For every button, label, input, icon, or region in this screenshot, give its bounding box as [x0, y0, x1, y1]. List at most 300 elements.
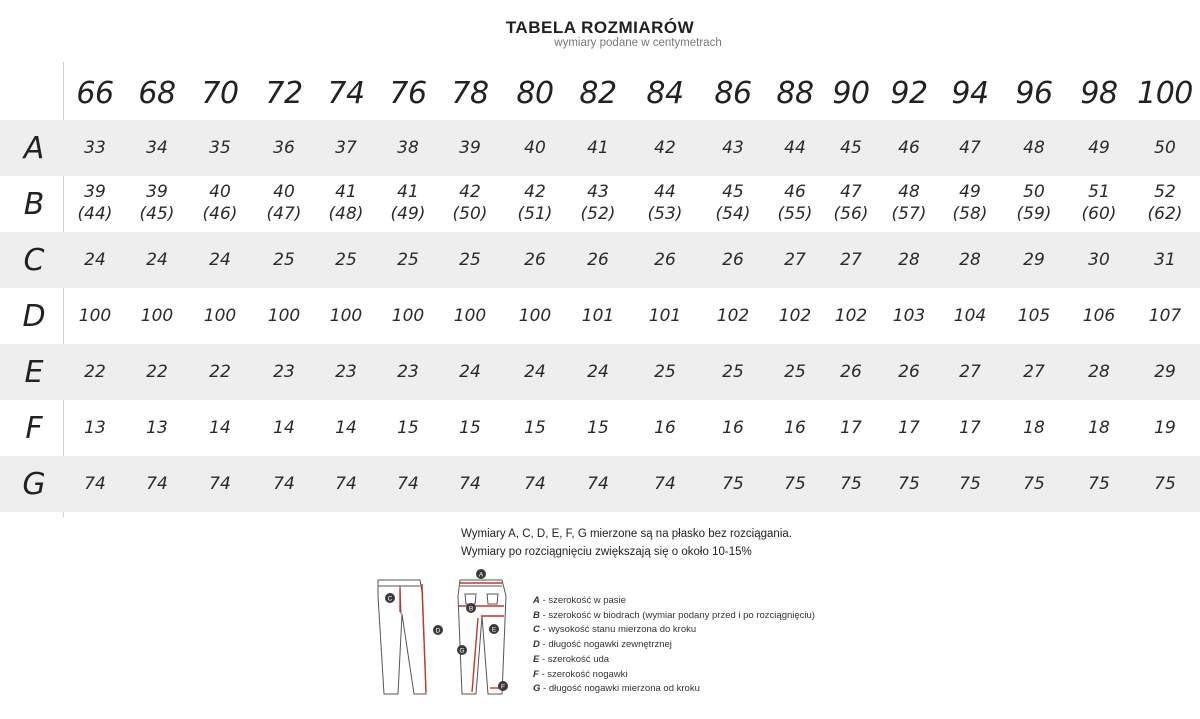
cell-value: 26: [840, 362, 862, 382]
table-cell: [633, 181, 697, 225]
cell-value: 42: [654, 138, 676, 158]
table-cell: [763, 473, 827, 495]
cell-value: 50: [1154, 138, 1176, 158]
table-cell: [314, 305, 378, 327]
cell-value: 28: [959, 250, 981, 270]
cell-value: 52: [1154, 182, 1176, 202]
cell-value: 16: [784, 418, 806, 438]
cell-value: 75: [1154, 474, 1176, 494]
cell-value: 14: [209, 418, 231, 438]
cell-stretched-value: (62): [1147, 204, 1183, 224]
cell-value: 27: [784, 250, 806, 270]
cell-value: 39: [459, 138, 481, 158]
cell-value: 43: [587, 182, 609, 202]
cell-value: 15: [587, 418, 609, 438]
cell-stretched-value: (55): [777, 204, 813, 224]
cell-value: 28: [898, 250, 920, 270]
table-cell: [938, 305, 1002, 327]
size-header-cell: 92: [890, 76, 928, 111]
cell-value: 41: [587, 138, 609, 158]
table-cell: [877, 305, 941, 327]
cell-value: 74: [397, 474, 419, 494]
cell-value: 25: [459, 250, 481, 270]
cell-value: 36: [273, 138, 295, 158]
cell-value: 43: [722, 138, 744, 158]
table-cell: [503, 473, 567, 495]
table-cell: [877, 137, 941, 159]
marker-e: E: [491, 626, 497, 634]
row-label: D: [22, 299, 46, 334]
size-header-cell: 66: [76, 76, 114, 111]
cell-value: 101: [648, 306, 682, 326]
table-cell: [819, 417, 883, 439]
table-cell: [763, 249, 827, 271]
size-header-cell: 70: [201, 76, 239, 111]
cell-value: 25: [654, 362, 676, 382]
table-cell: [376, 137, 440, 159]
table-cell: [314, 181, 378, 225]
table-cell: [314, 473, 378, 495]
cell-value: 49: [959, 182, 981, 202]
cell-value: 15: [524, 418, 546, 438]
size-header-cell: 72: [265, 76, 303, 111]
cell-value: 75: [784, 474, 806, 494]
cell-value: 102: [716, 306, 750, 326]
legend-item-b: B - szerokość w biodrach (wymiar podany przed i po rozciągnięciu): [533, 609, 815, 621]
table-cell: [63, 249, 127, 271]
table-cell: [376, 249, 440, 271]
cell-stretched-value: (48): [328, 204, 364, 224]
cell-value: 40: [209, 182, 231, 202]
table-cell: [1002, 361, 1066, 383]
cell-value: 38: [397, 138, 419, 158]
table-cell: [188, 249, 252, 271]
marker-d: D: [435, 627, 441, 635]
table-cell: [763, 137, 827, 159]
cell-stretched-value: (49): [390, 204, 426, 224]
cell-value: 102: [834, 306, 868, 326]
table-cell: [938, 417, 1002, 439]
marker-c: C: [387, 595, 393, 603]
cell-stretched-value: (45): [139, 204, 175, 224]
table-cell: [566, 473, 630, 495]
table-cell: [701, 361, 765, 383]
size-header-cell: 74: [327, 76, 365, 111]
table-cell: [63, 181, 127, 225]
cell-value: 16: [654, 418, 676, 438]
table-cell: [763, 417, 827, 439]
cell-value: 22: [209, 362, 231, 382]
cell-value: 39: [84, 182, 106, 202]
cell-value: 23: [397, 362, 419, 382]
legend-item-c: C - wysokość stanu mierzona do kroku: [533, 624, 697, 636]
size-header-row: [0, 64, 1200, 120]
cell-value: 100: [267, 306, 301, 326]
table-cell: [1133, 305, 1197, 327]
cell-value: 107: [1148, 306, 1182, 326]
size-header-cell: 100: [1137, 76, 1193, 111]
table-cell: [252, 181, 316, 225]
marker-f: F: [501, 683, 505, 691]
cell-value: 25: [397, 250, 419, 270]
table-cell: [125, 473, 189, 495]
table-cell: [125, 249, 189, 271]
cell-value: 75: [898, 474, 920, 494]
cell-value: 48: [898, 182, 920, 202]
cell-value: 15: [397, 418, 419, 438]
cell-value: 100: [140, 306, 174, 326]
table-row: [0, 400, 1200, 456]
table-cell: [252, 137, 316, 159]
table-cell: [819, 473, 883, 495]
table-cell: [503, 417, 567, 439]
table-cell: [1133, 473, 1197, 495]
cell-value: 18: [1088, 418, 1110, 438]
cell-value: 45: [840, 138, 862, 158]
table-cell: [701, 249, 765, 271]
cell-value: 23: [335, 362, 357, 382]
cell-value: 41: [335, 182, 357, 202]
cell-value: 24: [459, 362, 481, 382]
table-cell: [1002, 137, 1066, 159]
cell-stretched-value: (54): [715, 204, 751, 224]
table-cell: [938, 249, 1002, 271]
row-label: A: [23, 131, 45, 166]
cell-value: 15: [459, 418, 481, 438]
table-cell: [188, 137, 252, 159]
table-cell: [1002, 181, 1066, 225]
table-row: [0, 344, 1200, 400]
cell-value: 26: [654, 250, 676, 270]
size-header-cell: 78: [451, 76, 489, 111]
legend-item-d: D - długość nogawki zewnętrznej: [533, 639, 672, 651]
size-header-cell: 80: [516, 76, 554, 111]
table-cell: [503, 361, 567, 383]
table-cell: [1002, 417, 1066, 439]
cell-value: 25: [722, 362, 744, 382]
table-cell: [566, 361, 630, 383]
table-cell: [877, 417, 941, 439]
cell-value: 37: [335, 138, 357, 158]
table-cell: [376, 181, 440, 225]
table-cell: [125, 417, 189, 439]
table-cell: [701, 137, 765, 159]
table-cell: [314, 249, 378, 271]
cell-value: 35: [209, 138, 231, 158]
table-cell: [1133, 181, 1197, 225]
cell-stretched-value: (51): [517, 204, 553, 224]
cell-value: 74: [209, 474, 231, 494]
cell-stretched-value: (53): [647, 204, 683, 224]
table-cell: [314, 361, 378, 383]
cell-stretched-value: (44): [77, 204, 113, 224]
cell-stretched-value: (58): [952, 204, 988, 224]
cell-value: 105: [1017, 306, 1051, 326]
table-cell: [63, 417, 127, 439]
table-row: [0, 176, 1200, 232]
size-header-cell: 98: [1080, 76, 1118, 111]
table-cell: [188, 305, 252, 327]
cell-value: 26: [898, 362, 920, 382]
table-cell: [819, 181, 883, 225]
table-cell: [633, 417, 697, 439]
table-cell: [252, 473, 316, 495]
table-cell: [63, 361, 127, 383]
cell-value: 100: [329, 306, 363, 326]
cell-value: 49: [1088, 138, 1110, 158]
cell-value: 46: [784, 182, 806, 202]
table-cell: [188, 181, 252, 225]
table-cell: [566, 305, 630, 327]
cell-value: 75: [722, 474, 744, 494]
cell-stretched-value: (56): [833, 204, 869, 224]
table-cell: [701, 181, 765, 225]
table-cell: [376, 305, 440, 327]
cell-value: 75: [840, 474, 862, 494]
cell-value: 17: [959, 418, 981, 438]
page-title: TABELA ROZMIARÓW: [505, 18, 695, 37]
table-cell: [188, 417, 252, 439]
cell-value: 100: [203, 306, 237, 326]
cell-value: 29: [1154, 362, 1176, 382]
cell-value: 24: [209, 250, 231, 270]
table-row: [0, 288, 1200, 344]
note-flat-measurement: Wymiary A, C, D, E, F, G mierzone są na płasko bez rozciągania.: [461, 528, 792, 540]
table-cell: [566, 417, 630, 439]
cell-value: 27: [840, 250, 862, 270]
cell-value: 44: [784, 138, 806, 158]
cell-value: 101: [581, 306, 615, 326]
cell-value: 22: [146, 362, 168, 382]
cell-value: 29: [1023, 250, 1045, 270]
cell-value: 75: [1023, 474, 1045, 494]
cell-value: 103: [892, 306, 926, 326]
cell-value: 102: [778, 306, 812, 326]
cell-value: 75: [959, 474, 981, 494]
table-cell: [438, 249, 502, 271]
table-cell: [877, 249, 941, 271]
table-cell: [633, 137, 697, 159]
cell-value: 24: [146, 250, 168, 270]
cell-value: 42: [459, 182, 481, 202]
table-cell: [503, 305, 567, 327]
cell-value: 18: [1023, 418, 1045, 438]
table-cell: [701, 417, 765, 439]
table-cell: [701, 305, 765, 327]
table-cell: [438, 417, 502, 439]
cell-value: 14: [273, 418, 295, 438]
cell-stretched-value: (59): [1016, 204, 1052, 224]
cell-value: 74: [524, 474, 546, 494]
cell-value: 44: [654, 182, 676, 202]
cell-value: 74: [84, 474, 106, 494]
table-cell: [1133, 249, 1197, 271]
table-cell: [438, 137, 502, 159]
size-header-cell: 86: [714, 76, 752, 111]
table-cell: [1067, 305, 1131, 327]
cell-value: 19: [1154, 418, 1176, 438]
cell-value: 26: [587, 250, 609, 270]
table-cell: [938, 361, 1002, 383]
row-label: E: [24, 355, 44, 390]
table-cell: [63, 305, 127, 327]
cell-value: 51: [1088, 182, 1110, 202]
cell-stretched-value: (60): [1081, 204, 1117, 224]
cell-value: 13: [84, 418, 106, 438]
measurement-legend: [533, 594, 815, 697]
table-cell: [503, 181, 567, 225]
table-cell: [566, 137, 630, 159]
cell-value: 23: [273, 362, 295, 382]
table-cell: [63, 473, 127, 495]
legend-item-g: G - długość nogawki mierzona od kroku: [533, 683, 700, 695]
cell-value: 100: [78, 306, 112, 326]
table-cell: [701, 473, 765, 495]
table-cell: [819, 137, 883, 159]
cell-value: 39: [146, 182, 168, 202]
page-subtitle: wymiary podane w centymetrach: [554, 37, 722, 49]
table-cell: [1067, 417, 1131, 439]
table-cell: [633, 473, 697, 495]
table-row: [0, 120, 1200, 176]
table-cell: [376, 473, 440, 495]
cell-value: 25: [784, 362, 806, 382]
table-cell: [376, 417, 440, 439]
row-label: G: [22, 467, 46, 502]
table-cell: [633, 305, 697, 327]
table-cell: [566, 181, 630, 225]
table-cell: [125, 137, 189, 159]
marker-g: G: [459, 647, 465, 655]
cell-value: 106: [1082, 306, 1116, 326]
cell-value: 74: [335, 474, 357, 494]
cell-value: 100: [453, 306, 487, 326]
cell-value: 46: [898, 138, 920, 158]
table-cell: [1067, 181, 1131, 225]
cell-value: 26: [524, 250, 546, 270]
row-label: C: [23, 243, 45, 278]
table-cell: [877, 473, 941, 495]
cell-value: 75: [1088, 474, 1110, 494]
table-cell: [252, 305, 316, 327]
table-cell: [438, 473, 502, 495]
size-header-cell: 84: [646, 76, 684, 111]
cell-value: 33: [84, 138, 106, 158]
table-cell: [763, 361, 827, 383]
table-cell: [438, 305, 502, 327]
cell-stretched-value: (46): [202, 204, 238, 224]
cell-value: 27: [959, 362, 981, 382]
table-cell: [503, 249, 567, 271]
table-cell: [125, 305, 189, 327]
cell-value: 24: [524, 362, 546, 382]
table-cell: [252, 249, 316, 271]
table-row: [0, 456, 1200, 512]
table-cell: [566, 249, 630, 271]
cell-value: 13: [146, 418, 168, 438]
legend-item-e: E - szerokość uda: [533, 653, 610, 665]
table-cell: [188, 473, 252, 495]
table-cell: [438, 181, 502, 225]
table-cell: [125, 361, 189, 383]
table-cell: [1067, 361, 1131, 383]
table-cell: [1002, 473, 1066, 495]
table-cell: [1067, 137, 1131, 159]
table-cell: [763, 181, 827, 225]
row-label: F: [25, 411, 43, 446]
cell-value: 28: [1088, 362, 1110, 382]
cell-stretched-value: (52): [580, 204, 616, 224]
cell-value: 34: [146, 138, 168, 158]
trousers-measurement-figure: [370, 566, 525, 716]
table-cell: [938, 473, 1002, 495]
table-cell: [503, 137, 567, 159]
cell-value: 45: [722, 182, 744, 202]
cell-value: 22: [84, 362, 106, 382]
cell-value: 74: [587, 474, 609, 494]
table-cell: [763, 305, 827, 327]
cell-value: 40: [524, 138, 546, 158]
cell-value: 27: [1023, 362, 1045, 382]
cell-value: 24: [84, 250, 106, 270]
table-cell: [1067, 473, 1131, 495]
note-stretch: Wymiary po rozciągnięciu zwiększają się o około 10-15%: [461, 546, 752, 558]
cell-value: 30: [1088, 250, 1110, 270]
size-header-cell: 68: [138, 76, 176, 111]
cell-value: 40: [273, 182, 295, 202]
cell-value: 74: [273, 474, 295, 494]
cell-value: 31: [1154, 250, 1176, 270]
table-cell: [819, 361, 883, 383]
table-cell: [125, 181, 189, 225]
cell-value: 42: [524, 182, 546, 202]
cell-value: 47: [959, 138, 981, 158]
size-header-cell: 76: [389, 76, 427, 111]
cell-value: 25: [273, 250, 295, 270]
table-row: [0, 232, 1200, 288]
table-cell: [314, 137, 378, 159]
cell-value: 74: [459, 474, 481, 494]
table-cell: [938, 181, 1002, 225]
row-label: B: [23, 187, 45, 222]
table-cell: [188, 361, 252, 383]
cell-value: 14: [335, 418, 357, 438]
cell-value: 74: [654, 474, 676, 494]
size-header-cell: 96: [1015, 76, 1053, 111]
table-cell: [1133, 137, 1197, 159]
table-cell: [877, 361, 941, 383]
table-cell: [1067, 249, 1131, 271]
cell-value: 16: [722, 418, 744, 438]
table-cell: [938, 137, 1002, 159]
cell-value: 100: [391, 306, 425, 326]
legend-item-a: A - szerokość w pasie: [533, 595, 626, 606]
cell-value: 74: [146, 474, 168, 494]
cell-stretched-value: (50): [452, 204, 488, 224]
size-header-cell: 88: [776, 76, 814, 111]
table-cell: [314, 417, 378, 439]
cell-value: 41: [397, 182, 419, 202]
table-cell: [376, 361, 440, 383]
cell-stretched-value: (57): [891, 204, 927, 224]
cell-stretched-value: (47): [266, 204, 302, 224]
figure-markers: [385, 569, 508, 691]
table-cell: [1002, 249, 1066, 271]
cell-value: 17: [898, 418, 920, 438]
cell-value: 104: [953, 306, 987, 326]
marker-b: B: [468, 605, 474, 613]
cell-value: 26: [722, 250, 744, 270]
